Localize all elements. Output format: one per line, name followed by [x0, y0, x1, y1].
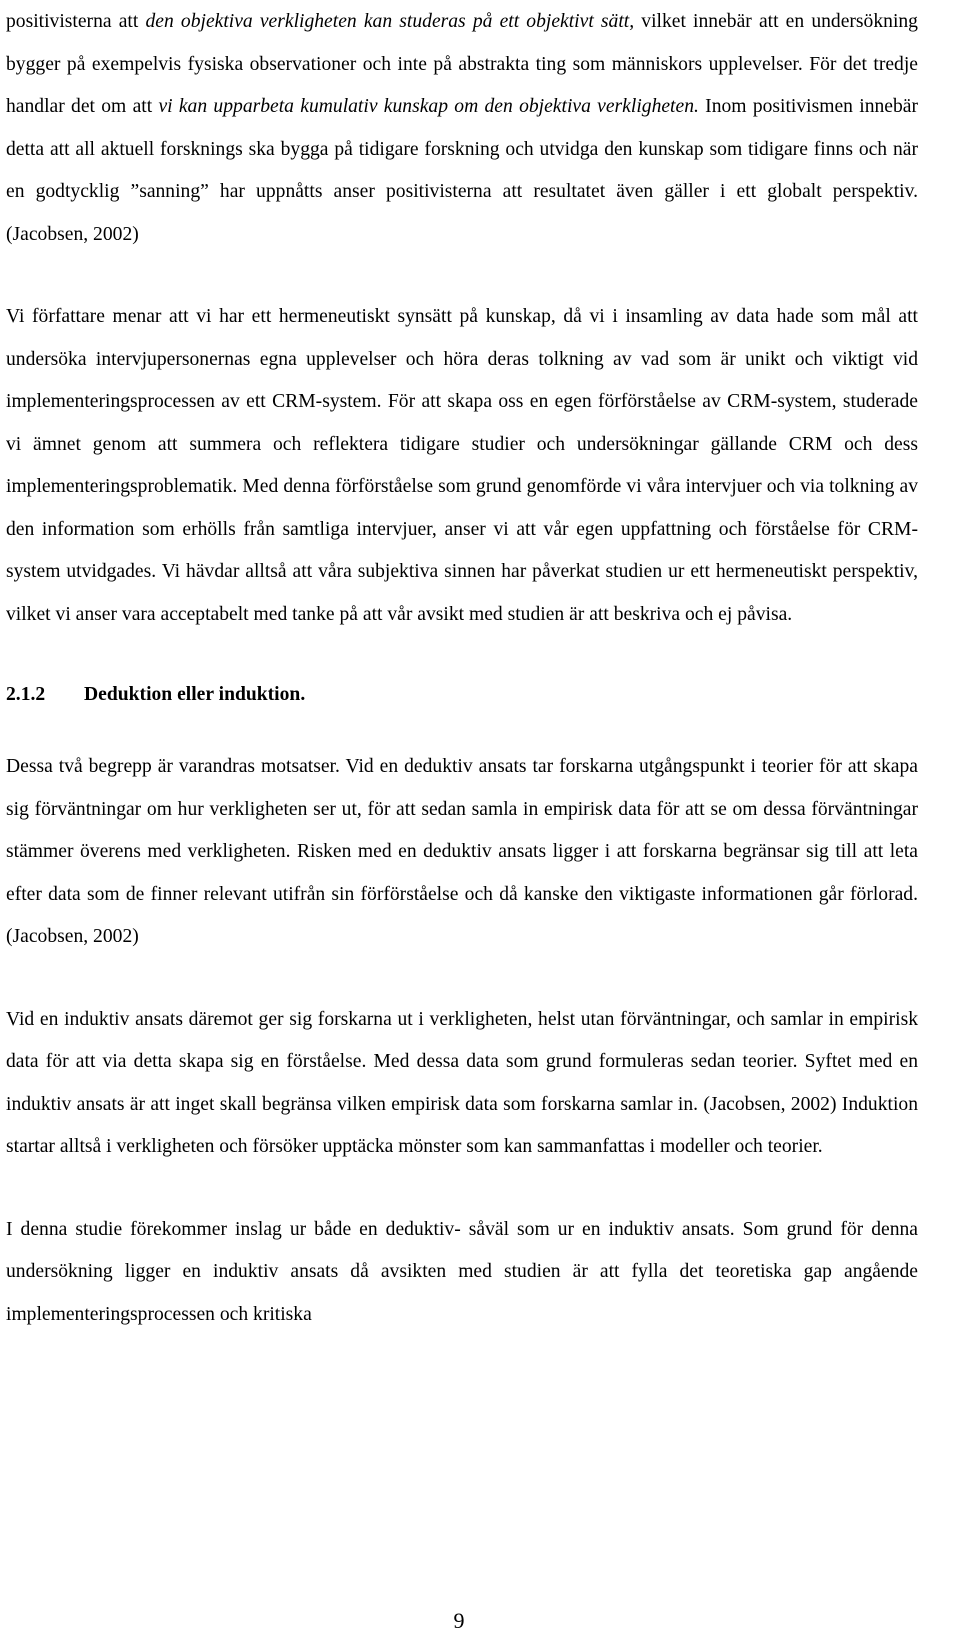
- text-segment: Vid en induktiv ansats däremot ger sig forskarna ut i verkligheten, helst utan förväntningar, och samlar in empirisk data för att via detta skapa sig en förståelse. Med dessa data som grund formuleras sedan teorier. Syftet med en induktiv ansats är att inget skall begränsa vilken empirisk data som forskarna samlar in. (Jacobsen, 2002) Induktion startar alltså i verkligheten och försöker upptäcka mönster som kan sammanfattas i modeller och teorier.: [6, 1008, 918, 1157]
- document-page: [6, 0, 918, 1336]
- section-title: Deduktion eller induktion.: [84, 684, 306, 705]
- text-segment: I denna studie förekommer inslag ur både en deduktiv- såväl som ur en induktiv ansats. Som grund för denna undersökning ligger en induktiv ansats då avsikten med studien är att fylla det teoretiska gap angående implementeringsprocessen och kritiska: [6, 1218, 918, 1325]
- section-number: 2.1.2: [6, 684, 46, 705]
- paragraph-positivism: [6, 1, 918, 256]
- text-segment: Vi författare menar att vi har ett hermeneutiskt synsätt på kunskap, då vi i insamling av data hade som mål att undersöka intervjupersonernas egna upplevelser och höra deras tolkning av vad som är unikt och viktigt vid implementeringsprocessen av ett CRM-system. För att skapa oss en egen förförståelse av CRM-system, studerade vi ämnet genom att summera och reflektera tidigare studier och undersökningar gällande CRM och dess implementeringsproblematik. Med denna förförståelse som grund genomförde vi våra intervjuer och via tolkning av den information som erhölls från samtliga intervjuer, anser vi att vår egen uppfattning och förståelse för CRM-system utvidgades. Vi hävdar alltså att våra subjektiva sinnen har påverkat studien ur ett hermeneutiskt perspektiv, vilket vi anser vara acceptabelt med tanke på att vår avsikt med studien är att beskriva och ej påvisa.: [6, 306, 918, 625]
- text-segment: positivisterna att: [6, 11, 146, 32]
- paragraph-hermeneutics: [6, 296, 918, 636]
- italic-text-segment: den objektiva verkligheten kan studeras på ett objektivt sätt,: [145, 11, 635, 32]
- paragraph-induction: [6, 999, 918, 1169]
- paragraph-this-study: [6, 1209, 918, 1337]
- italic-text-segment: vi kan upparbeta kumulativ kunskap om den objektiva verkligheten.: [158, 96, 699, 117]
- page-number: 9: [453, 1608, 465, 1633]
- text-segment: Inom positivismen innebär detta att all aktuell forsknings ska bygga på tidigare forskning och utvidga den kunskap som tidigare finns och när en godtycklig ”sanning” har uppnåtts anser positivisterna att resultatet även gäller i ett globalt perspektiv. (Jacobsen, 2002): [6, 96, 919, 245]
- text-segment: vilket innebär att en undersökning bygger på exempelvis fysiska observationer och inte på abstrakta ting som människors upplevelser. För det tredje handlar det om att: [6, 11, 918, 117]
- section-heading: [6, 674, 918, 716]
- text-segment: Dessa två begrepp är varandras motsatser. Vid en deduktiv ansats tar forskarna utgångspunkt i teorier för att skapa sig förväntningar om hur verkligheten ser ut, för att sedan samla in empirisk data för att se om dessa förväntningar stämmer överens med verkligheten. Risken med en deduktiv ansats ligger i att forskarna begränsar sig till att leta efter data som de finner relevant utifrån sin förförståelse och då kanske den viktigaste informationen går förlorad. (Jacobsen, 2002): [6, 756, 918, 947]
- paragraph-deduction: [6, 746, 918, 959]
